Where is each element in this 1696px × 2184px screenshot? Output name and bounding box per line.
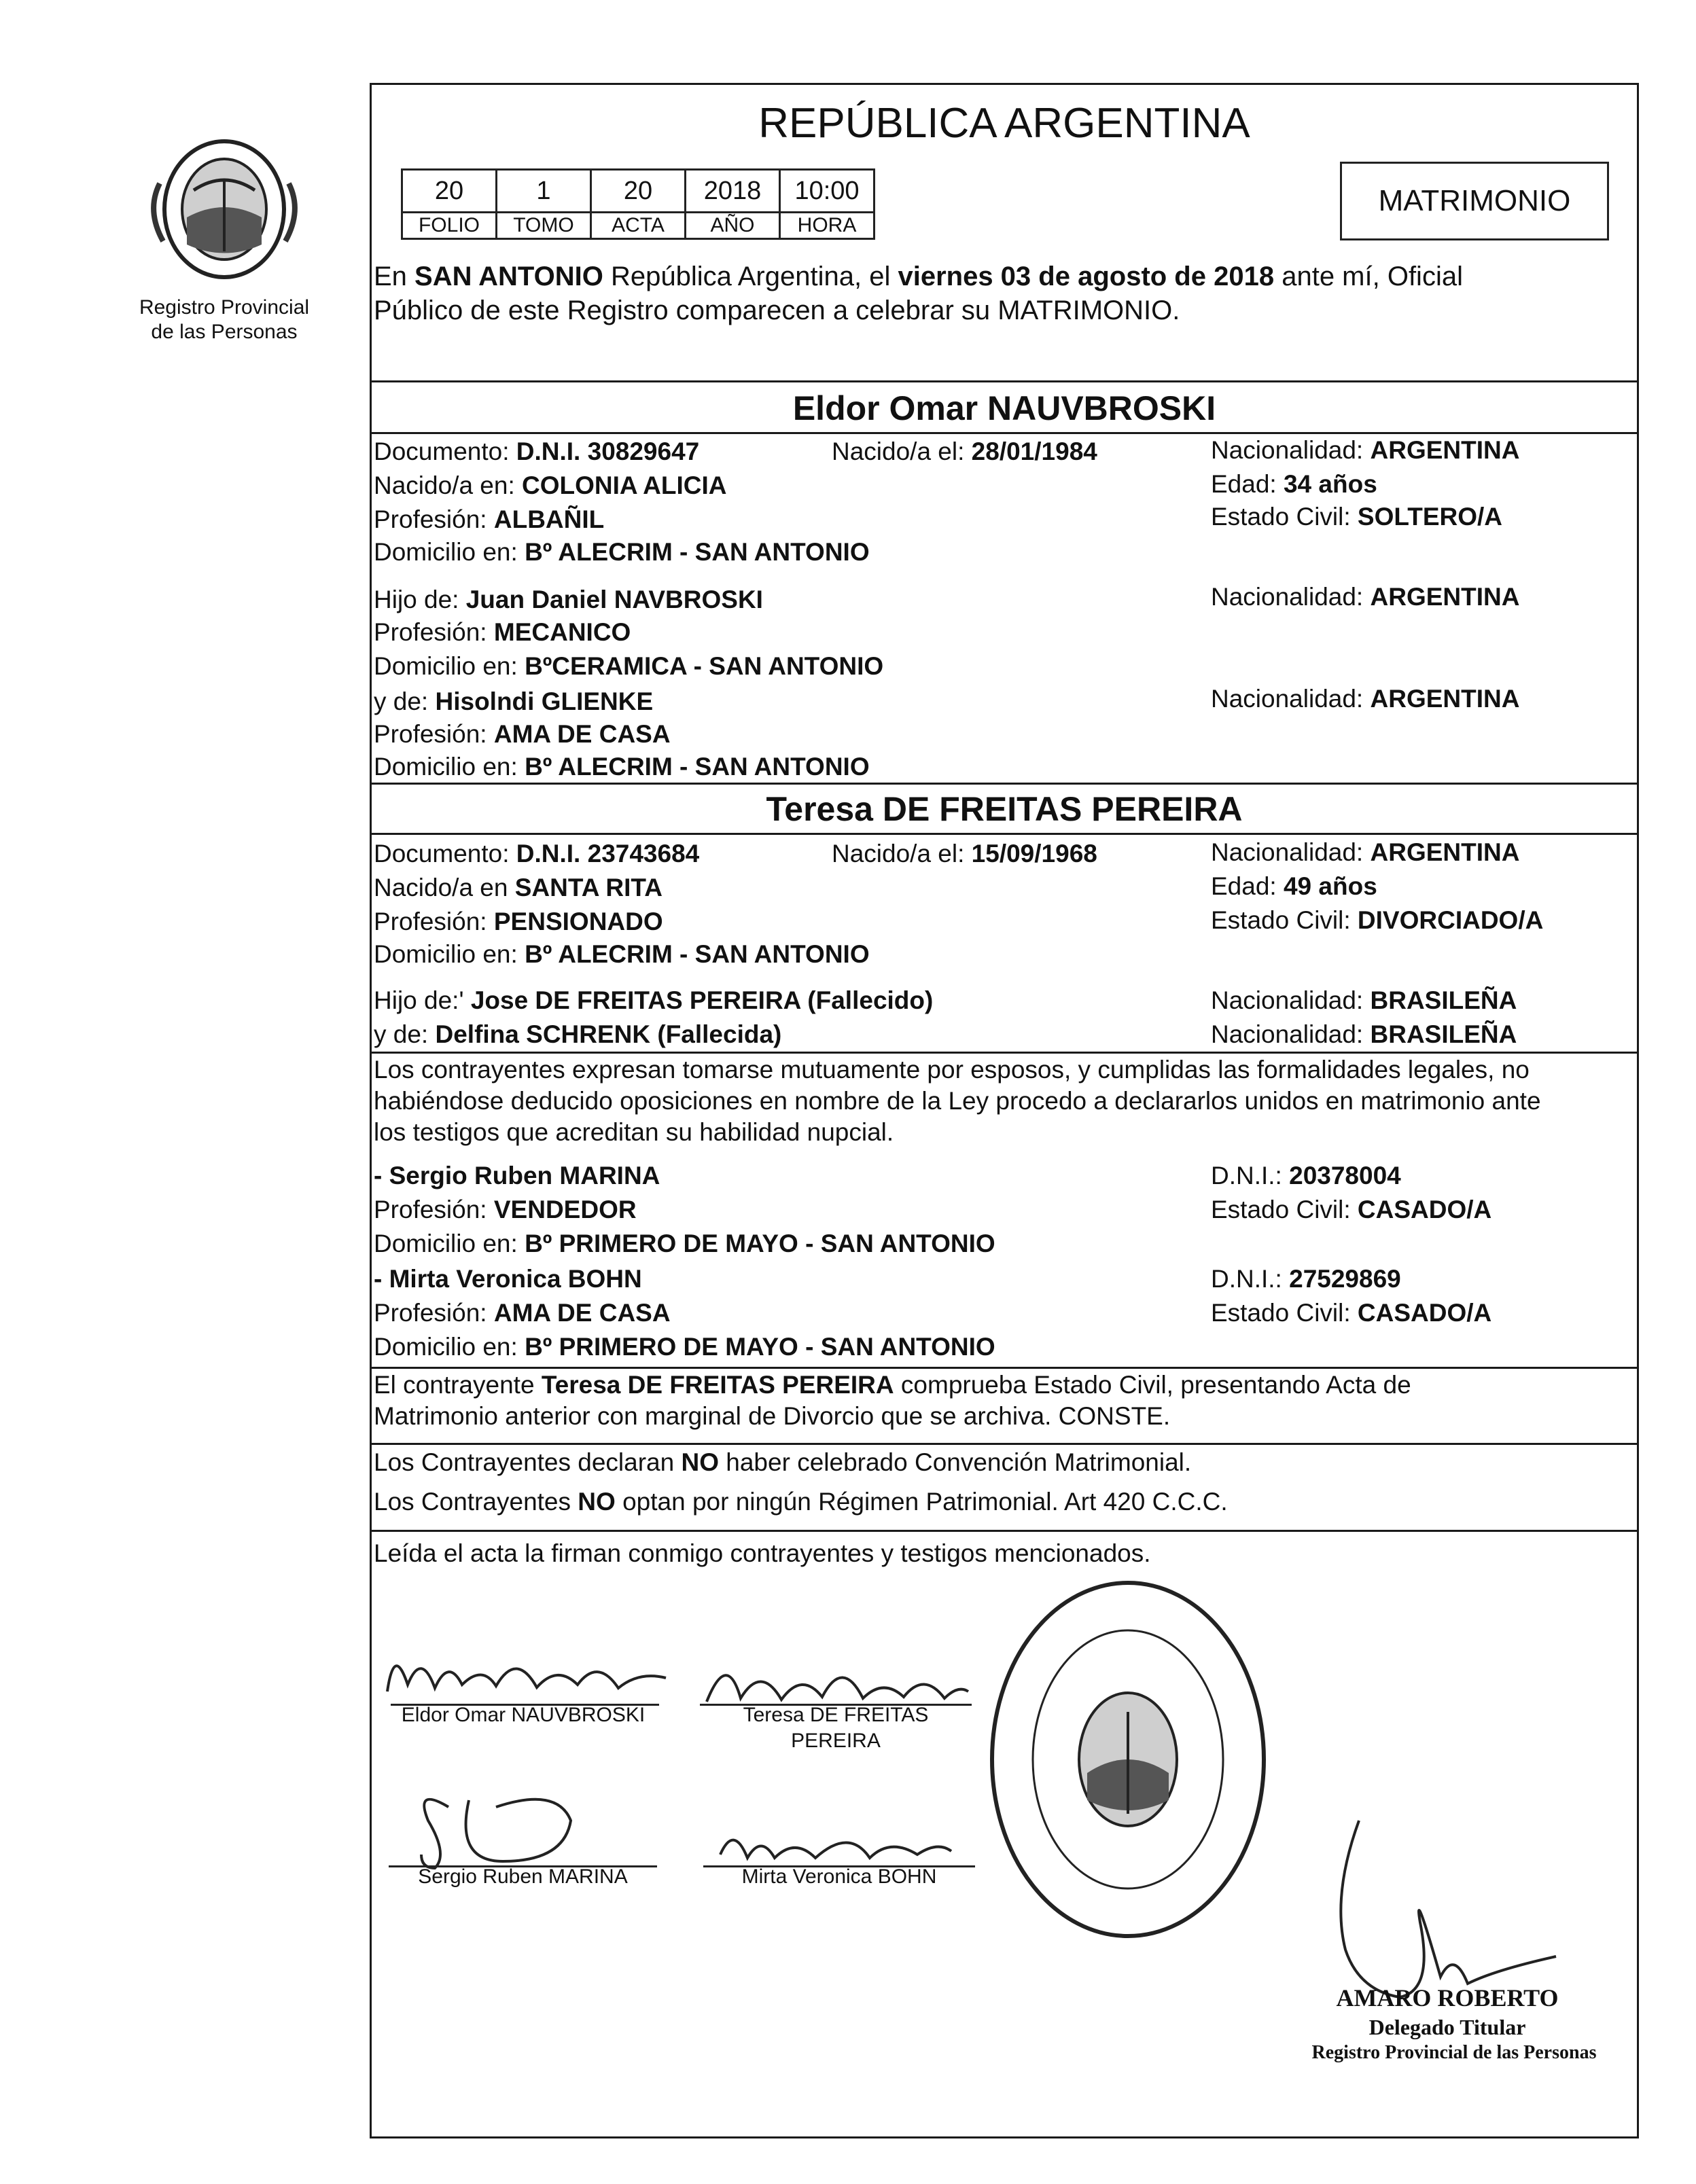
divider — [370, 1443, 1639, 1445]
divider — [370, 1367, 1639, 1369]
intro-line2: Público de este Registro comparecen a celebrar su MATRIMONIO. — [374, 296, 1180, 325]
logo-caption-line1: Registro Provincial — [139, 296, 310, 319]
divider — [370, 432, 1639, 434]
witness2-name: - Mirta Veronica BOHN — [374, 1265, 642, 1293]
groom-mother-profesion: Profesión: AMA DE CASA — [374, 720, 671, 748]
groom-signature-label: Eldor Omar NAUVBROSKI — [401, 1704, 646, 1726]
witness1-name: - Sergio Ruben MARINA — [374, 1162, 660, 1189]
bride-signature-label-1: Teresa DE FREITAS — [743, 1704, 929, 1726]
groom-signature-icon — [381, 1630, 679, 1705]
official-seal-icon — [978, 1569, 1277, 1950]
divorce-note-line1: El contrayente Teresa DE FREITAS PEREIRA comprueba Estado Civil, presentando Acta de — [374, 1371, 1411, 1399]
groom-father-nacionalidad: Nacionalidad: ARGENTINA — [1211, 583, 1520, 611]
groom-edad: Edad: 34 años — [1211, 470, 1377, 498]
record-type-box: MATRIMONIO — [1340, 162, 1609, 240]
hora-value: 10:00 — [780, 170, 874, 213]
convention-line1: Los Contrayentes declaran NO haber celebrado Convención Matrimonial. — [374, 1448, 1192, 1476]
intro-line1: En SAN ANTONIO República Argentina, el viernes 03 de agosto de 2018 ante mí, Oficial — [374, 262, 1463, 291]
witness1-signature-label: Sergio Ruben MARINA — [418, 1865, 628, 1888]
witness2-estado: Estado Civil: CASADO/A — [1211, 1299, 1492, 1327]
bride-profesion: Profesión: PENSIONADO — [374, 908, 663, 935]
hora-label: HORA — [780, 213, 874, 239]
witness1-estado: Estado Civil: CASADO/A — [1211, 1196, 1492, 1223]
witness1-signature-icon — [408, 1780, 584, 1875]
bride-documento: Documento: D.N.I. 23743684 — [374, 840, 700, 867]
official-signature-icon — [1318, 1814, 1563, 2011]
witness2-signature-icon — [713, 1821, 958, 1868]
divorce-note-line2: Matrimonio anterior con marginal de Divorcio que se archiva. CONSTE. — [374, 1402, 1171, 1430]
groom-mother-domicilio: Domicilio en: Bº ALECRIM - SAN ANTONIO — [374, 753, 870, 781]
bride-edad: Edad: 49 años — [1211, 872, 1377, 900]
coat-of-arms-icon — [139, 122, 309, 292]
witness1-domicilio: Domicilio en: Bº PRIMERO DE MAYO - SAN ANTONIO — [374, 1230, 995, 1257]
witness2-domicilio: Domicilio en: Bº PRIMERO DE MAYO - SAN ANTONIO — [374, 1333, 995, 1361]
declaration-line2: habiéndose deducido oposiciones en nombre de la Ley procedo a declararlos unidos en matrimonio ante — [374, 1087, 1541, 1115]
ano-value: 2018 — [686, 170, 780, 213]
tomo-label: TOMO — [497, 213, 591, 239]
bride-nacionalidad: Nacionalidad: ARGENTINA — [1211, 838, 1520, 866]
official-name: AMARO ROBERTO — [1336, 1984, 1559, 2011]
divider — [370, 380, 1639, 382]
bride-signature-icon — [700, 1644, 972, 1712]
page-title: REPÚBLICA ARGENTINA — [758, 100, 1250, 147]
folio-label: FOLIO — [402, 213, 497, 239]
groom-name: Eldor Omar NAUVBROSKI — [792, 389, 1216, 427]
witness1-dni: D.N.I.: 20378004 — [1211, 1162, 1401, 1189]
witness2-signature-label: Mirta Veronica BOHN — [741, 1865, 937, 1888]
groom-profesion: Profesión: ALBAÑIL — [374, 505, 605, 533]
bride-signature-label-2: PEREIRA — [791, 1730, 881, 1752]
groom-father-profesion: Profesión: MECANICO — [374, 618, 631, 646]
witness1-profesion: Profesión: VENDEDOR — [374, 1196, 637, 1223]
bride-nacido-en: Nacido/a en SANTA RITA — [374, 874, 662, 901]
closing-text: Leída el acta la firman conmigo contrayentes y testigos mencionados. — [374, 1539, 1151, 1567]
groom-nacido-en: Nacido/a en: COLONIA ALICIA — [374, 471, 727, 499]
official-office: Registro Provincial de las Personas — [1311, 2042, 1597, 2063]
bride-nacido-el: Nacido/a el: 15/09/1968 — [832, 840, 1097, 867]
groom-father-domicilio: Domicilio en: BºCERAMICA - SAN ANTONIO — [374, 652, 884, 680]
groom-nacido-el: Nacido/a el: 28/01/1984 — [832, 437, 1097, 465]
bride-domicilio: Domicilio en: Bº ALECRIM - SAN ANTONIO — [374, 940, 870, 968]
groom-documento: Documento: D.N.I. 30829647 — [374, 437, 700, 465]
bride-name: Teresa DE FREITAS PEREIRA — [766, 790, 1243, 828]
divider — [370, 783, 1639, 785]
bride-father: Hijo de:' Jose DE FREITAS PEREIRA (Fallecido) — [374, 986, 934, 1014]
bride-father-nacionalidad: Nacionalidad: BRASILEÑA — [1211, 986, 1517, 1014]
groom-nacionalidad: Nacionalidad: ARGENTINA — [1211, 436, 1520, 464]
witness2-profesion: Profesión: AMA DE CASA — [374, 1299, 671, 1327]
bride-mother: y de: Delfina SCHRENK (Fallecida) — [374, 1020, 782, 1048]
groom-mother-nacionalidad: Nacionalidad: ARGENTINA — [1211, 685, 1520, 713]
bride-estado: Estado Civil: DIVORCIADO/A — [1211, 906, 1544, 934]
divider — [370, 1052, 1639, 1054]
convention-line2: Los Contrayentes NO optan por ningún Régimen Patrimonial. Art 420 C.C.C. — [374, 1488, 1228, 1516]
registry-table — [401, 168, 875, 240]
provincial-logo — [139, 122, 309, 292]
groom-domicilio: Domicilio en: Bº ALECRIM - SAN ANTONIO — [374, 538, 870, 566]
tomo-value: 1 — [497, 170, 591, 213]
groom-estado: Estado Civil: SOLTERO/A — [1211, 503, 1503, 531]
divider — [370, 1530, 1639, 1532]
divider — [370, 833, 1639, 835]
acta-value: 20 — [591, 170, 686, 213]
ano-label: AÑO — [686, 213, 780, 239]
acta-label: ACTA — [591, 213, 686, 239]
bride-mother-nacionalidad: Nacionalidad: BRASILEÑA — [1211, 1020, 1517, 1048]
groom-father: Hijo de: Juan Daniel NAVBROSKI — [374, 586, 763, 613]
folio-value: 20 — [402, 170, 497, 213]
declaration-line3: los testigos que acreditan su habilidad nupcial. — [374, 1118, 894, 1146]
logo-caption-line2: de las Personas — [151, 321, 298, 343]
declaration-line1: Los contrayentes expresan tomarse mutuamente por esposos, y cumplidas las formalidades legales, no — [374, 1056, 1530, 1084]
groom-mother: y de: Hisolndi GLIENKE — [374, 687, 654, 715]
witness2-dni: D.N.I.: 27529869 — [1211, 1265, 1401, 1293]
official-title: Delegado Titular — [1368, 2015, 1526, 2039]
